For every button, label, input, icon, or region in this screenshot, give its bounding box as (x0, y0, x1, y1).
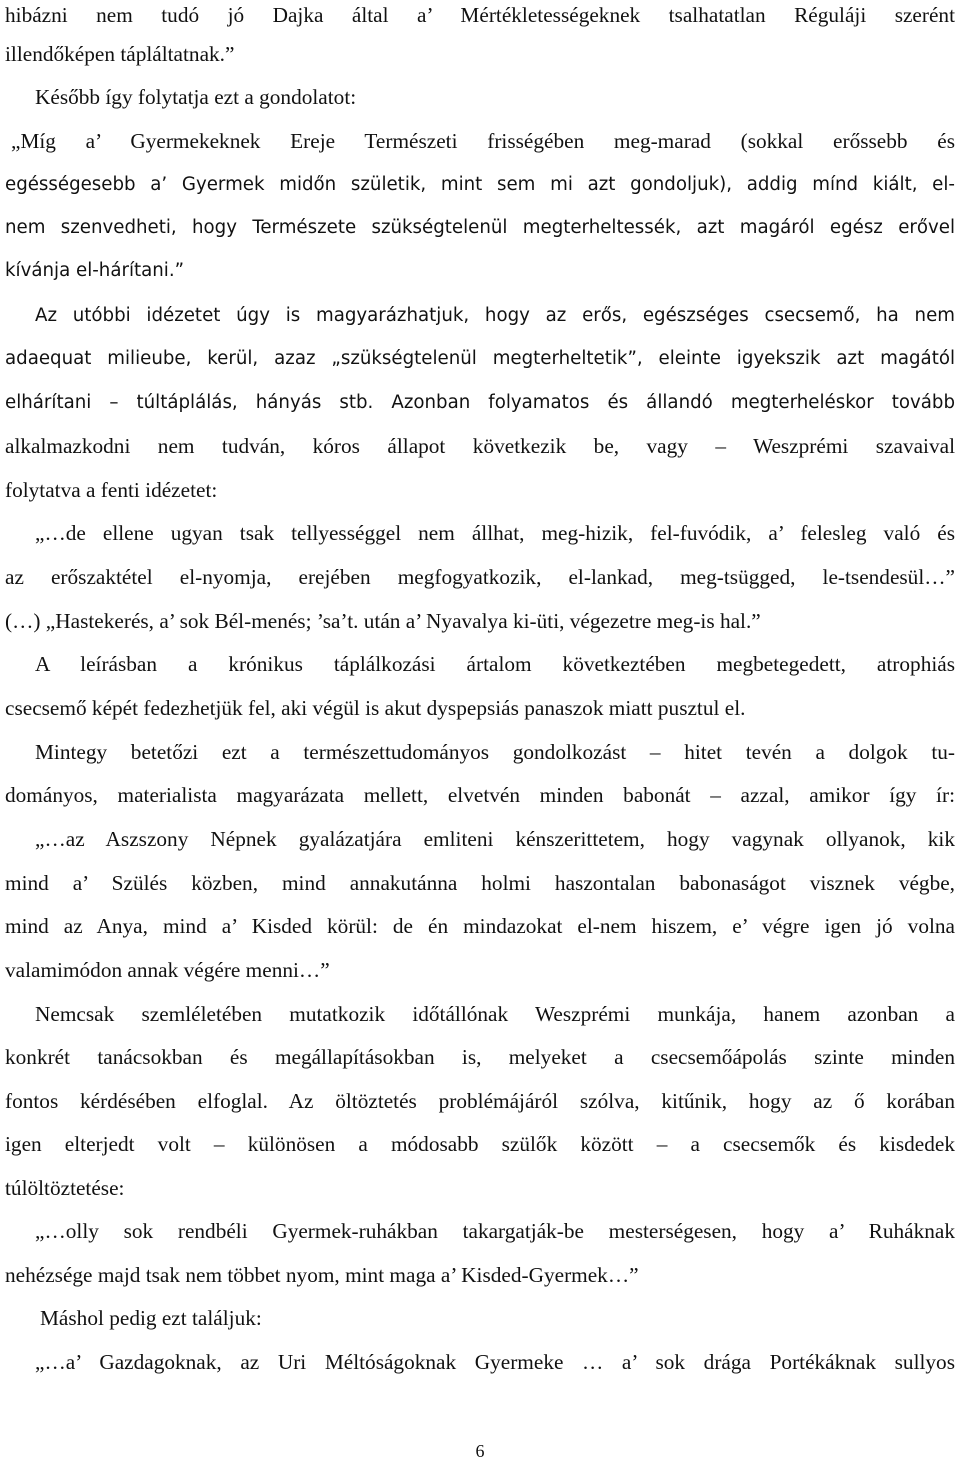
text-line: Az utóbbi idézetet úgy is magyarázhatjuk, hogy az erős, egészséges csecsemő, ha nem (35, 305, 955, 326)
text-line: fontos kérdésében elfoglal. Az öltöztetés problémájáról szólva, kitűnik, hogy az ő korában (5, 1089, 955, 1113)
text-line: nem szenvedheti, hogy Természete szükségtelenül megterheltessék, azt magáról egész erővel (5, 217, 955, 238)
text-line: „…de ellene ugyan tsak tellyességgel nem állhat, meg-hizik, fel-fuvódik, a’ felesleg való és (35, 521, 955, 545)
text-line: „Míg a’ Gyermekeknek Ereje Természeti frisségében meg-marad (sokkal erőssebb és (11, 129, 955, 153)
text-line: konkrét tanácsokban és megállapításokban is, melyeket a csecsemőápolás szinte minden (5, 1045, 955, 1069)
text-line: az erőszaktétel el-nyomja, erejében megfogyatkozik, el-lankad, meg-tsügged, le-tsendesül…” (5, 565, 955, 589)
text-line: Mintegy betetőzi ezt a természettudományos gondolkozást – hitet tevén a dolgok tu- (35, 740, 955, 764)
text-line: folytatva a fenti idézetet: (5, 478, 218, 502)
text-line: csecsemő képét fedezhetjük fel, aki végül is akut dyspepsiás panaszok miatt pusztul el. (5, 696, 746, 720)
text-line: dományos, materialista magyarázata mellett, elvetvén minden babonát – azzal, amikor így ír: (5, 783, 955, 807)
text-line: mind az Anya, mind a’ Kisded körül: de én mindazokat el-nem hiszem, e’ végre igen jó volna (5, 914, 955, 938)
text-line: hibázni nem tudó jó Dajka által a’ Mértékletességeknek tsalhatatlan Réguláji szerént (5, 3, 955, 27)
text-line: túlöltöztetése: (5, 1176, 125, 1200)
text-line: Nemcsak szemléletében mutatkozik időtállónak Weszprémi munkája, hanem azonban a (35, 1002, 955, 1026)
text-line: mind a’ Szülés közben, mind annakutánna holmi haszontalan babonaságot visznek végbe, (5, 871, 955, 895)
text-line: elhárítani – túltáplálás, hányás stb. Azonban folyamatos és állandó megterheléskor tovább (5, 392, 955, 413)
text-line: nehézsége majd tsak nem többet nyom, mint maga a’ Kisded-Gyermek…” (5, 1263, 639, 1287)
text-line: „…az Aszszony Népnek gyalázatjára emliteni kénszerittetem, hogy vagynak ollyanok, kik (35, 827, 955, 851)
text-line: alkalmazkodni nem tudván, kóros állapot következik be, vagy – Weszprémi szavaival (5, 434, 955, 458)
text-line: adaequat milieube, kerül, azaz „szükségtelenül megterheltetik”, eleinte igyekszik azt magától (5, 348, 955, 369)
text-line: valamimódon annak végére menni…” (5, 958, 330, 982)
text-line: kívánja el-hárítani.” (5, 260, 185, 281)
text-line: igen elterjedt volt – különösen a módosabb szülők között – a csecsemők és kisdedek (5, 1132, 955, 1156)
text-line: „…a’ Gazdagoknak, az Uri Méltóságoknak Gyermeke … a’ sok drága Portékáknak sullyos (35, 1350, 955, 1374)
text-line: Később így folytatja ezt a gondolatot: (35, 85, 357, 109)
page-number: 6 (475, 1441, 485, 1461)
text-line: A leírásban a krónikus táplálkozási ártalom következtében megbetegedett, atrophiás (35, 652, 955, 676)
text-line: Máshol pedig ezt találjuk: (40, 1306, 262, 1330)
text-line: egésségesebb a’ Gyermek midőn születik, mint sem mi azt gondoljuk), addig mínd kiált, el- (5, 174, 955, 195)
text-line: „…olly sok rendbéli Gyermek-ruhákban takargatják-be mesterségesen, hogy a’ Ruháknak (35, 1219, 955, 1243)
text-line: (…) „Hastekerés, a’ sok Bél-menés; ’sa’t. után a’ Nyavalya ki-üti, végezetre meg-is hal.” (5, 609, 761, 633)
text-line: illendőképen tápláltatnak.” (5, 42, 235, 66)
